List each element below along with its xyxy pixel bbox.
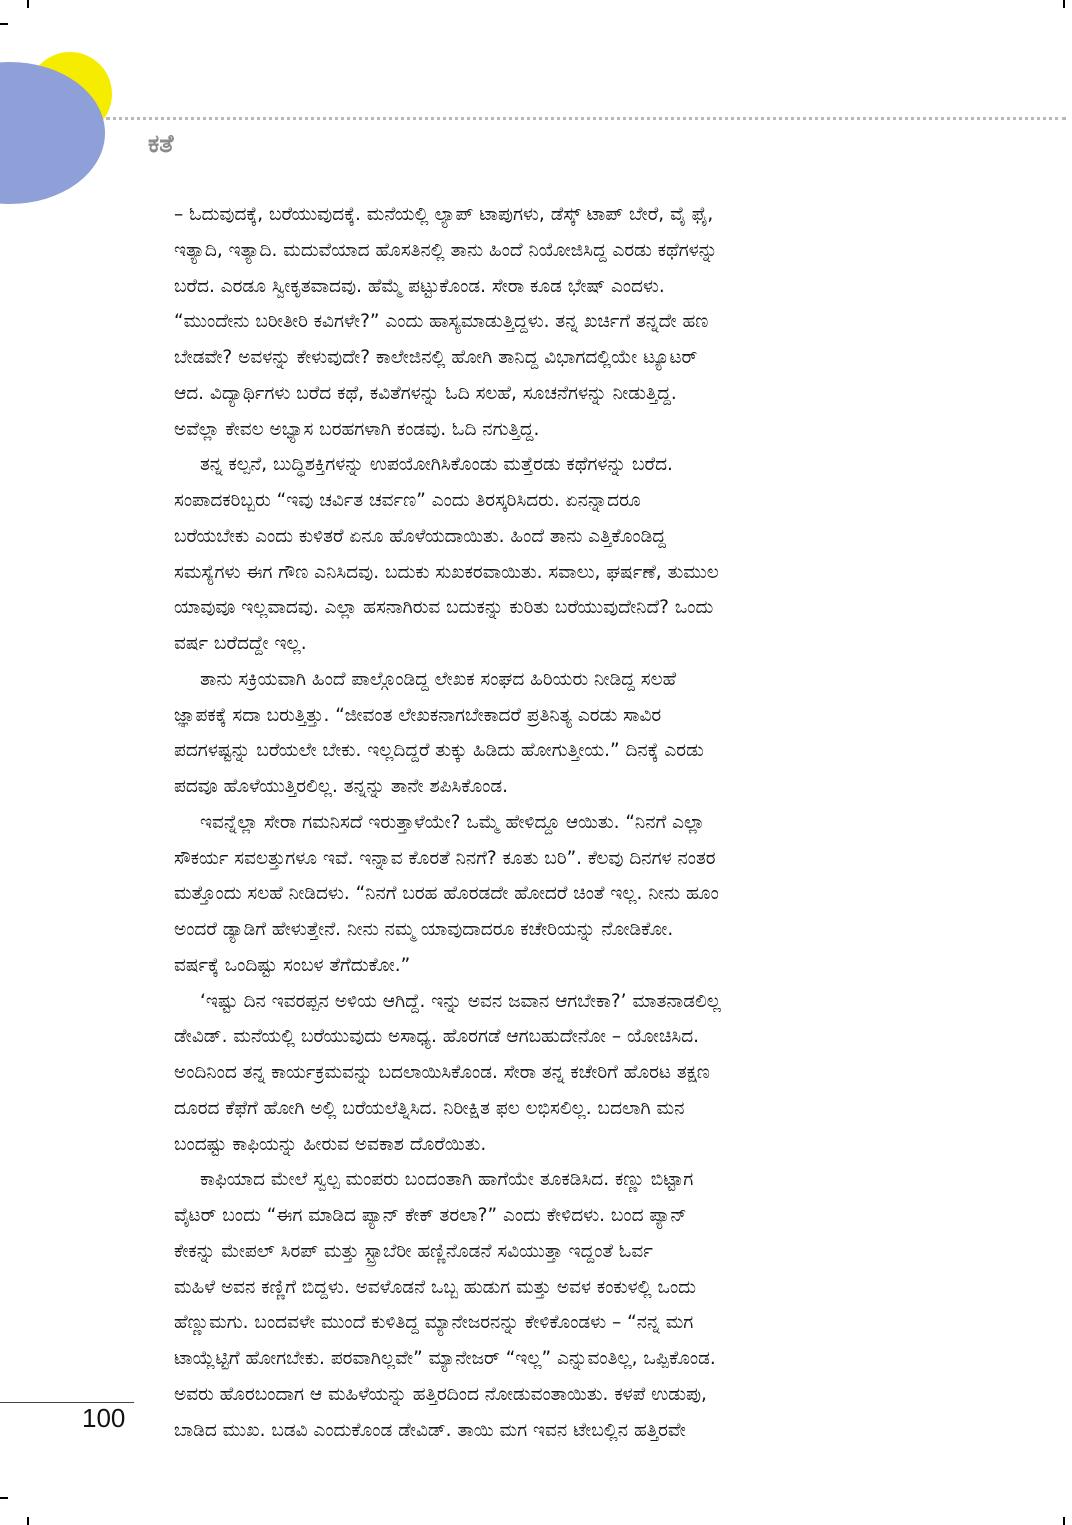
text-line: ಯಾವುವೂ ಇಲ್ಲವಾದವು. ಎಲ್ಲಾ ಹಸನಾಗಿರುವ ಬದುಕನ್ನು ಕುರಿತು ಬರೆಯುವುದೇನಿದೆ? ಒಂದು [174, 597, 714, 619]
text-line: ಸಂಪಾದಕರಿಬ್ಬರು “ಇವು ಚರ್ವಿತ ಚರ್ವಣ” ಎಂದು ತಿರಸ್ಕರಿಸಿದರು. ಏನನ್ನಾದರೂ [174, 490, 641, 511]
crop-mark [1063, 1517, 1065, 1525]
text-line: ಅವರು ಹೊರಬಂದಾಗ ಆ ಮಹಿಳೆಯನ್ನು ಹತ್ತಿರದಿಂದ ನೋಡುವಂತಾಯಿತು. ಕಳಪೆ ಉಡುಪು, [174, 1383, 707, 1405]
text-line: ಬೇಡವೇ? ಅವಳನ್ನು ಕೇಳುವುದೇ? ಕಾಲೇಜಿನಲ್ಲಿ ಹೋಗಿ ತಾನಿದ್ದ ವಿಭಾಗದಲ್ಲಿಯೇ ಟ್ಯೂಟರ್ [174, 347, 698, 368]
text-line: ಹೆಣ್ಣುಮಗು. ಬಂದವಳೇ ಮುಂದೆ ಕುಳಿತಿದ್ದ ಮ್ಯಾನೇಜರನನ್ನು ಕೇಳಿಕೊಂಡಳು – “ನನ್ನ ಮಗ [174, 1312, 694, 1334]
section-title: ಕತೆ [148, 129, 174, 158]
text-line: ಮತ್ತೊಂದು ಸಲಹೆ ನೀಡಿದಳು. “ನಿನಗೆ ಬರಹ ಹೊರಡದೇ ಹೋದರೆ ಚಿಂತೆ ಇಲ್ಲ. ನೀನು ಹೂಂ [174, 883, 719, 905]
text-line: ವರ್ಷಕ್ಕೆ ಒಂದಿಷ್ಟು ಸಂಬಳ ತೆಗೆದುಕೋ.” [174, 954, 411, 976]
crop-mark [0, 1497, 8, 1499]
text-line: ಸೌಕರ್ಯ ಸವಲತ್ತುಗಳೂ ಇವೆ. ಇನ್ನಾವ ಕೊರತೆ ನಿನಗೆ? ಕೂತು ಬರಿ”. ಕೆಲವು ದಿನಗಳ ನಂತರ [174, 847, 716, 869]
paragraph-start-line: ‘ಇಷ್ಟು ದಿನ ಇವರಪ್ಪನ ಅಳಿಯ ಆಗಿದ್ದೆ. ಇನ್ನು ಅವನ ಜವಾನ ಆಗಬೇಕಾ?’ ಮಾತನಾಡಲಿಲ್ಲ [200, 990, 721, 1012]
paragraph-start-line: ಇವನ್ನೆಲ್ಲಾ ಸೇರಾ ಗಮನಿಸದೆ ಇರುತ್ತಾಳೆಯೇ? ಒಮ್ಮೆ ಹೇಳಿದ್ದೂ ಆಯಿತು. “ನಿನಗೆ ಎಲ್ಲಾ [200, 811, 705, 833]
text-line: ಇತ್ಯಾದಿ, ಇತ್ಯಾದಿ. ಮದುವೆಯಾದ ಹೊಸತಿನಲ್ಲಿ ತಾನು ಹಿಂದೆ ನಿಯೋಜಿಸಿದ್ದ ಎರಡು ಕಥೆಗಳನ್ನು [174, 239, 718, 261]
text-line: ಬರೆದ. ಎರಡೂ ಸ್ವೀಕೃತವಾದವು. ಹೆಮ್ಮೆ ಪಟ್ಟುಕೊಂಡ. ಸೇರಾ ಕೂಡ ಭೇಷ್ ಎಂದಳು. [174, 275, 665, 297]
dotted-header-rule [106, 117, 1066, 120]
text-line: ಪದವೂ ಹೊಳೆಯುತ್ತಿರಲಿಲ್ಲ. ತನ್ನನ್ನು ತಾನೇ ಶಪಿಸಿಕೊಂಡ. [174, 776, 509, 797]
text-line: “ಮುಂದೇನು ಬರೀತೀರಿ ಕವಿಗಳೇ?” ಎಂದು ಹಾಸ್ಯಮಾಡುತ್ತಿದ್ದಳು. ತನ್ನ ಖರ್ಚಿಗೆ ತನ್ನದೇ ಹಣ [174, 311, 709, 333]
text-line: ವೈಟರ್ ಬಂದು “ಈಗ ಮಾಡಿದ ಪ್ಯಾನ್ ಕೇಕ್ ತರಲಾ?” ಎಂದು ಕೇಳಿದಳು. ಬಂದ ಪ್ಯಾನ್ [174, 1205, 687, 1226]
text-line: – ಓದುವುದಕ್ಕೆ, ಬರೆಯುವುದಕ್ಕೆ. ಮನೆಯಲ್ಲಿ ಲ್ಯಾಪ್ ಟಾಪುಗಳು, ಡೆಸ್ಕ್ ಟಾಪ್ ಬೇರೆ, ವೈ ಫೈ, [174, 204, 714, 225]
crop-mark [0, 23, 8, 25]
text-line: ಆದ. ವಿದ್ಯಾರ್ಥಿಗಳು ಬರೆದ ಕಥೆ, ಕವಿತೆಗಳನ್ನು ಓದಿ ಸಲಹೆ, ಸೂಚನೆಗಳನ್ನು ನೀಡುತ್ತಿದ್ದ. [174, 382, 677, 404]
text-line: ಸಮಸ್ಯೆಗಳು ಈಗ ಗೌಣ ಎನಿಸಿದವು. ಬದುಕು ಸುಖಕರವಾಯಿತು. ಸವಾಲು, ಘರ್ಷಣೆ, ತುಮುಲ [174, 561, 719, 583]
text-line: ಬರೆಯಬೇಕು ಎಂದು ಕುಳಿತರೆ ಏನೂ ಹೊಳೆಯದಾಯಿತು. ಹಿಂದೆ ತಾನು ಎತ್ತಿಕೊಂಡಿದ್ದ [174, 525, 666, 547]
text-line: ಅಂದರೆ ಡ್ಯಾಡಿಗೆ ಹೇಳುತ್ತೇನೆ. ನೀನು ನಮ್ಮ ಯಾವುದಾದರೂ ಕಚೇರಿಯನ್ನು ನೋಡಿಕೋ. [174, 919, 674, 940]
text-line: ಡೇವಿಡ್. ಮನೆಯಲ್ಲಿ ಬರೆಯುವುದು ಅಸಾಧ್ಯ. ಹೊರಗಡೆ ಆಗಬಹುದೇನೋ – ಯೋಚಿಸಿದ. [174, 1026, 700, 1048]
text-line: ಬಂದಷ್ಟು ಕಾಫಿಯನ್ನು ಹೀರುವ ಅವಕಾಶ ದೊರೆಯಿತು. [174, 1133, 487, 1155]
story-body [174, 197, 952, 1448]
text-line: ಪದಗಳಷ್ಟನ್ನು ಬರೆಯಲೇ ಬೇಕು. ಇಲ್ಲದಿದ್ದರೆ ತುಕ್ಕು ಹಿಡಿದು ಹೋಗುತ್ತೀಯ.” ದಿನಕ್ಕೆ ಎರಡು [174, 740, 704, 762]
text-line: ಅವೆಲ್ಲಾ ಕೇವಲ ಅಭ್ಯಾಸ ಬರಹಗಳಾಗಿ ಕಂಡವು. ಓದಿ ನಗುತ್ತಿದ್ದ. [174, 418, 540, 440]
text-line: ಬಾಡಿದ ಮುಖ. ಬಡವಿ ಎಂದುಕೊಂಡ ಡೇವಿಡ್. ತಾಯಿ ಮಗ ಇವನ ಟೇಬಲ್ಲಿನ ಹತ್ತಿರವೇ [174, 1419, 686, 1441]
paragraph-start-line: ಕಾಫಿಯಾದ ಮೇಲೆ ಸ್ವಲ್ಪ ಮಂಪರು ಬಂದಂತಾಗಿ ಹಾಗೆಯೇ ತೂಕಡಿಸಿದ. ಕಣ್ಣು ಬಿಟ್ಟಾಗ [200, 1169, 694, 1191]
text-line: ದೂರದ ಕೆಫೆಗೆ ಹೋಗಿ ಅಲ್ಲಿ ಬರೆಯಲೆತ್ನಿಸಿದ. ನಿರೀಕ್ಷಿತ ಫಲ ಲಭಿಸಲಿಲ್ಲ. ಬದಲಾಗಿ ಮನ [174, 1097, 685, 1119]
text-line: ಅಂದಿನಿಂದ ತನ್ನ ಕಾರ್ಯಕ್ರಮವನ್ನು ಬದಲಾಯಿಸಿಕೊಂಡ. ಸೇರಾ ತನ್ನ ಕಚೇರಿಗೆ ಹೊರಟ ತಕ್ಷಣ [174, 1062, 710, 1083]
text-line: ಮಹಿಳೆ ಅವನ ಕಣ್ಣಿಗೆ ಬಿದ್ದಳು. ಅವಳೊಡನೆ ಒಬ್ಬ ಹುಡುಗ ಮತ್ತು ಅವಳ ಕಂಕುಳಲ್ಲಿ ಒಂದು [174, 1276, 697, 1298]
text-line: ಕೇಕನ್ನು ಮೇಪಲ್ ಸಿರಪ್ ಮತ್ತು ಸ್ಟ್ರಾಬೆರೀ ಹಣ್ಣಿನೊಡನೆ ಸವಿಯುತ್ತಾ ಇದ್ದಂತೆ ಓರ್ವ [174, 1240, 653, 1262]
text-line: ಟಾಯ್ಲೆಟ್ಟಿಗೆ ಹೋಗಬೇಕು. ಪರವಾಗಿಲ್ಲವೇ” ಮ್ಯಾನೇಜರ್ “ಇಲ್ಲ” ಎನ್ನುವಂತಿಲ್ಲ, ಒಪ್ಪಿಕೊಂಡ. [174, 1348, 716, 1369]
crop-mark [1063, 0, 1065, 8]
page-number: 100 [82, 1403, 126, 1433]
crop-mark [27, 1517, 29, 1525]
crop-mark [27, 0, 29, 8]
text-line: ಜ್ಞಾಪಕಕ್ಕೆ ಸದಾ ಬರುತ್ತಿತ್ತು. “ಜೀವಂತ ಲೇಖಕನಾಗಬೇಕಾದರೆ ಪ್ರತಿನಿತ್ಯ ಎರಡು ಸಾವಿರ [174, 704, 662, 726]
text-line: ವರ್ಷ ಬರೆದದ್ದೇ ಇಲ್ಲ. [174, 633, 307, 654]
paragraph-start-line: ತನ್ನ ಕಲ್ಪನೆ, ಬುದ್ಧಿಶಕ್ತಿಗಳನ್ನು ಉಪಯೋಗಿಸಿಕೊಂಡು ಮತ್ತೆರಡು ಕಥೆಗಳನ್ನು ಬರೆದ. [200, 454, 673, 476]
paragraph-start-line: ತಾನು ಸಕ್ರಿಯವಾಗಿ ಹಿಂದೆ ಪಾಲ್ಗೊಂಡಿದ್ದ ಲೇಖಕ ಸಂಘದ ಹಿರಿಯರು ನೀಡಿದ್ದ ಸಲಹೆ [200, 668, 677, 690]
